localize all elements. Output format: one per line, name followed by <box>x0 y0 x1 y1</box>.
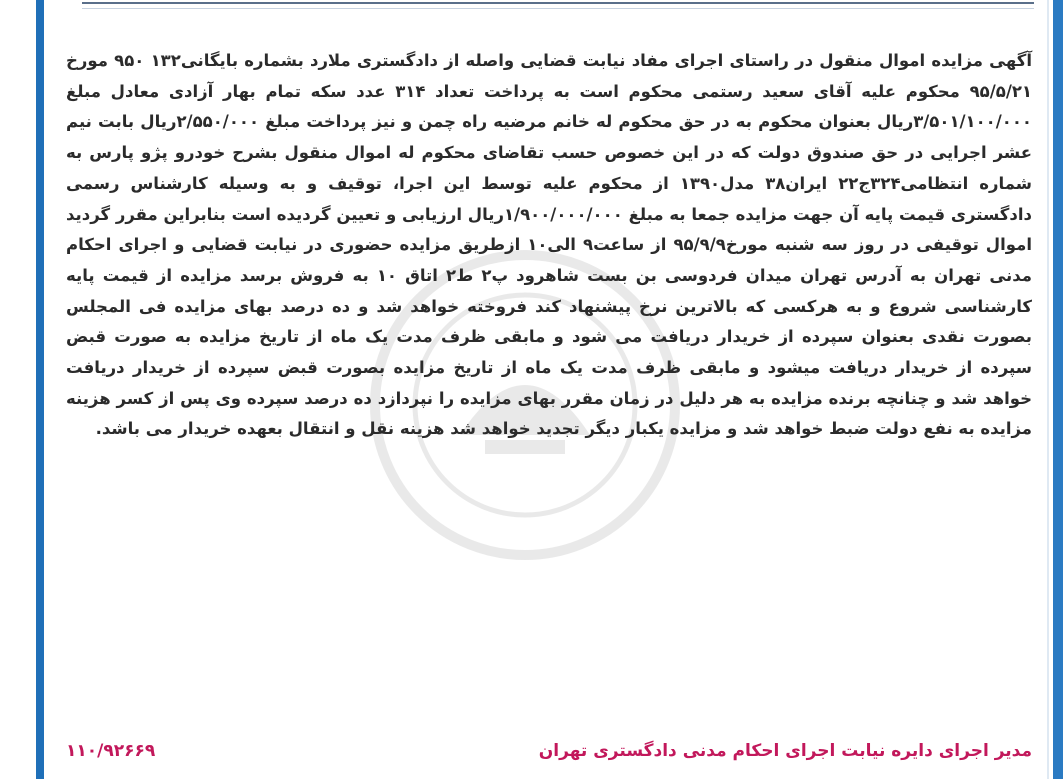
left-frame-border <box>36 0 44 779</box>
auction-notice <box>66 46 1032 445</box>
signature-line: مدیر اجرای دایره نیابت اجرای احکام مدنی دادگستری تهران <box>538 741 1032 761</box>
top-divider-shadow <box>82 8 1034 9</box>
reference-number: ۱۱۰/۹۲۶۶۹ <box>66 741 156 761</box>
notice-footer <box>66 734 1032 768</box>
right-frame-border <box>1053 0 1063 779</box>
top-divider <box>82 2 1034 4</box>
right-frame-inner <box>1047 0 1049 779</box>
notice-body: آگهی مزایده اموال منقول در راستای اجرای مفاد نیابت قضایی واصله از دادگستری ملارد بشماره بایگانی۱۳۲ ۹۵۰ مورخ ۹۵/۵/۲۱ محکوم علیه آقای سعید رستمی محکوم است به پرداخت تعداد ۳۱۴ عدد سکه تمام بهار آزادی معادل مبلغ ۳/۵۰۱/۱۰۰/۰۰۰ریال بعنوان محکوم به در حق محکوم له خانم مرضیه راه چمن و نیز پرداخت مبلغ ۲/۵۵۰/۰۰۰ریال بابت نیم عشر اجرایی در حق صندوق دولت که در این خصوص حسب تقاضای محکوم له اموال منقول بشرح خودرو پژو پارس به شماره انتظامی۳۲۴ج۲۲ ایران۳۸ مدل۱۳۹۰ از محکوم علیه توسط این اجرا، توقیف و به وسیله کارشناس رسمی دادگستری قیمت پایه آن جهت مزایده جمعا به مبلغ ۱/۹۰۰/۰۰۰/۰۰۰ریال ارزیابی و تعیین گردیده است بنابراین مقرر گردید اموال توقیفی در روز سه شنبه مورخ۹۵/۹/۹ از ساعت۹ الی۱۰ ازطریق مزایده حضوری در نیابت قضایی و اجرای احکام مدنی تهران به آدرس تهران میدان فردوسی بن بست شاهرود پ۲ ط۲ اتاق ۱۰ به فروش برسد مزایده از قیمت پایه کارشناسی شروع و به هرکسی که بالاترین نرخ پیشنهاد کند فروخته خواهد شد و ده درصد بهای مزایده فی المجلس بصورت نقدی بعنوان سپرده از خریدار دریافت می شود و مابقی ظرف مدت یک ماه از تاریخ مزایده به صورت قبض سپرده از خریدار دریافت میشود و مابقی ظرف مدت یک ماه از تاریخ مزایده بصورت قبض سپرده از خریدار دریافت خواهد شد و چنانچه برنده مزایده به هر دلیل در زمان مقرر بهای مزایده را نپردازد ده درصد سپرده وی پس از کسر هزینه مزایده به نفع دولت ضبط خواهد شد و مزایده یکبار دیگر تجدید خواهد شد هزینه نقل و انتقال بعهده خریدار می باشد. <box>66 51 1033 439</box>
